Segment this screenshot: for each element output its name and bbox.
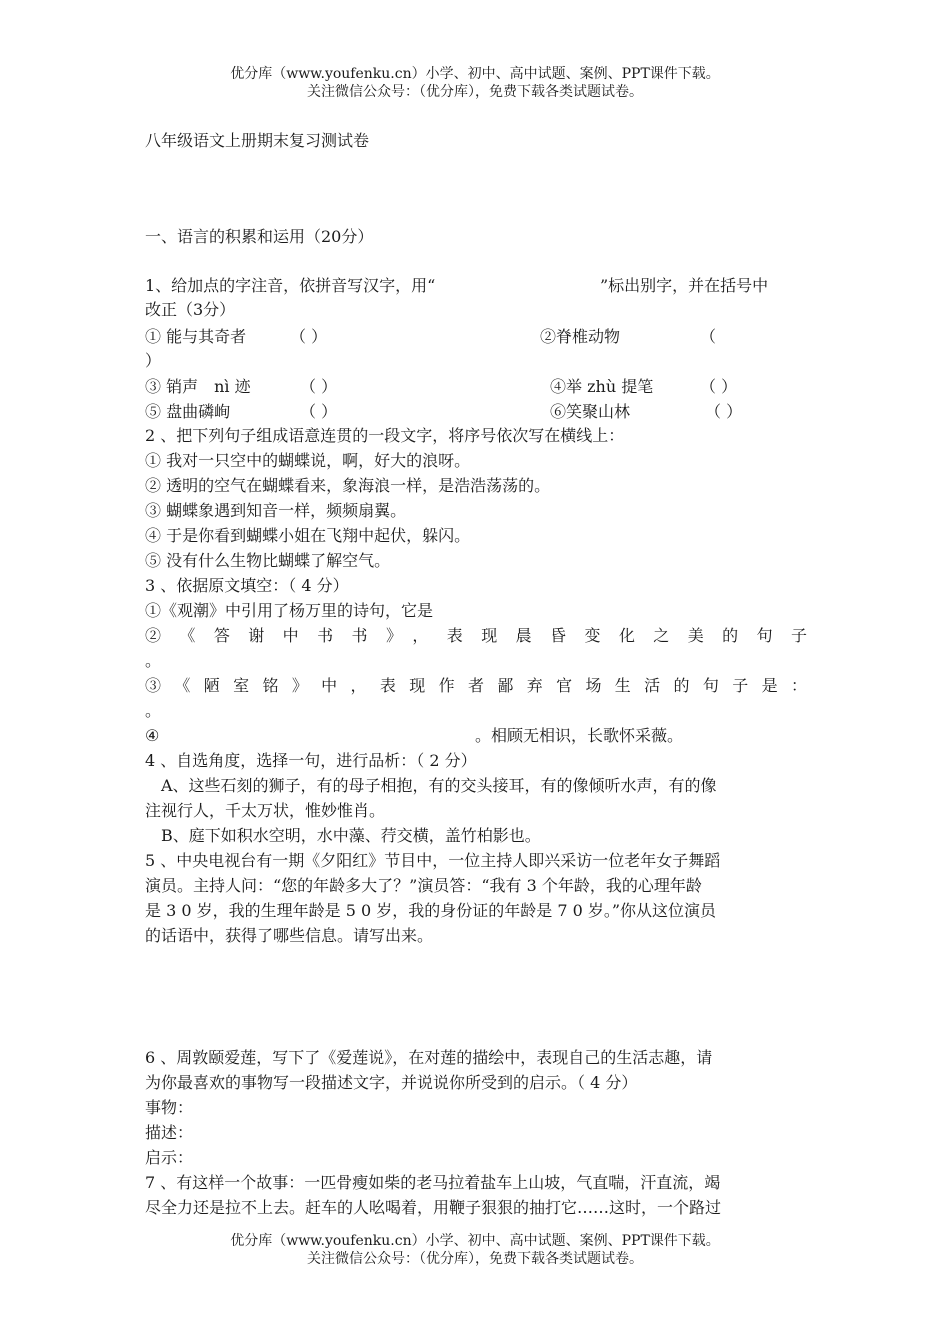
q5-line-1: 5 、中央电视台有一期《夕阳红》节目中，一位主持人即兴采访一位老年女子舞蹈 <box>145 851 721 870</box>
q1-item-1: ① 能与其奇者 <box>145 327 247 346</box>
footer-line-1: 优分库（www.youfenku.cn）小学、初中、高中试题、案例、PPT课件下载。 <box>230 1233 720 1249</box>
q1-item-4-answer: （ ） <box>700 377 738 396</box>
q3-fill-3-end: 。 <box>145 701 162 720</box>
q6-insight-label: 启示： <box>145 1148 194 1167</box>
header-line-2: 关注微信公众号：（优分库），免费下载各类试题试卷。 <box>307 84 643 100</box>
q5-line-2: 演员。主持人问：“您的年龄多大了？”演员答：“我有 3 个年龄，我的心理年龄 <box>145 876 702 895</box>
q5-line-3: 是 3 0 岁，我的生理年龄是 5 0 岁，我的身份证的年龄是 7 0 岁。”你从这位演员 <box>145 901 717 920</box>
q7-line-1: 7 、有这样一个故事：一匹骨瘦如柴的老马拉着盐车上山坡，气直喘，汗直流，竭 <box>145 1173 721 1192</box>
q1-item-4: ④举 zhù 提笔 <box>550 377 654 396</box>
q3-fill-3: ③《陋室铭》中，表现作者鄙弃官场生活的句子是： <box>145 676 807 695</box>
q1-prompt-start: 1、给加点的字注音，依拼音写汉字，用“ <box>145 276 436 295</box>
q1-item-6-answer: （ ） <box>705 402 743 421</box>
q1-item-2: ②脊椎动物 <box>540 327 621 346</box>
q3-fill-4-text: 。相顾无相识，长歌怀采薇。 <box>475 726 684 745</box>
footer-line-2: 关注微信公众号：（优分库），免费下载各类试题试卷。 <box>307 1251 643 1267</box>
q1-prompt-tail: ”标出别字，并在括号中 <box>600 276 769 295</box>
q4-prompt: 4 、自选角度，选择一句，进行品析：（ 2 分） <box>145 751 477 770</box>
q6-thing-label: 事物： <box>145 1098 194 1117</box>
q4-option-a-line-1: A、这些石刻的狮子，有的母子相抱，有的交头接耳，有的像倾听水声，有的像 <box>145 776 717 795</box>
q2-sentence-1: ① 我对一只空中的蝴蝶说，啊，好大的浪呀。 <box>145 451 471 470</box>
q2-sentence-5: ⑤ 没有什么生物比蝴蝶了解空气。 <box>145 551 391 570</box>
page-footer <box>0 1232 950 1268</box>
q2-prompt: 2 、把下列句子组成语意连贯的一段文字，将序号依次写在横线上： <box>145 426 625 445</box>
q3-fill-1: ①《观潮》中引用了杨万里的诗句，它是 <box>145 601 434 620</box>
q1-prompt-line-b: 改正（3分） <box>145 300 236 319</box>
q1-item-2-answer: （ <box>700 327 717 346</box>
q4-option-b: B、庭下如积水空明，水中藻、荇交横，盖竹柏影也。 <box>145 826 541 845</box>
q4-option-a-line-2: 注视行人，千太万状，惟妙惟肖。 <box>145 801 386 820</box>
q1-item-6: ⑥笑聚山林 <box>550 402 631 421</box>
q3-fill-4-number: ④ <box>145 726 160 745</box>
header-line-1: 优分库（www.youfenku.cn）小学、初中、高中试题、案例、PPT课件下载。 <box>230 66 720 82</box>
q3-fill-2: ②《答谢中书书》，表现晨昏变化之美的句子 <box>145 626 807 645</box>
q2-sentence-4: ④ 于是你看到蝴蝶小姐在飞翔中起伏，躲闪。 <box>145 526 471 545</box>
q3-fill-2-end: 。 <box>145 651 162 670</box>
q1-item-1-answer: （ ） <box>290 327 328 346</box>
q5-line-4: 的话语中，获得了哪些信息。请写出来。 <box>145 926 434 945</box>
q2-sentence-2: ② 透明的空气在蝴蝶看来，象海浪一样，是浩浩荡荡的。 <box>145 476 551 495</box>
q1-item-3: ③ 销声 nì 迹 <box>145 377 251 396</box>
q1-item-2-close: ） <box>145 351 162 370</box>
q1-prompt-line-a <box>145 274 435 298</box>
section-heading: 一、语言的积累和运用（20分） <box>145 227 374 246</box>
q7-line-2: 尽全力还是拉不上去。赶车的人吆喝着，用鞭子狠狠的抽打它……这时，一个路过 <box>145 1198 722 1217</box>
q1-item-5-answer: （ ） <box>300 402 338 421</box>
q3-prompt: 3 、依据原文填空：（ 4 分） <box>145 576 349 595</box>
q2-sentence-3: ③ 蝴蝶象遇到知音一样，频频扇翼。 <box>145 501 407 520</box>
document-title: 八年级语文上册期末复习测试卷 <box>145 131 370 150</box>
q6-description-label: 描述： <box>145 1123 194 1142</box>
q1-item-3-answer: （ ） <box>300 377 338 396</box>
page-header <box>0 65 950 101</box>
q1-item-5: ⑤ 盘曲磷峋 <box>145 402 231 421</box>
q6-line-2: 为你最喜欢的事物写一段描述文字，并说说你所受到的启示。（ 4 分） <box>145 1073 638 1092</box>
q6-line-1: 6 、周敦颐爱莲，写下了《爱莲说》，在对莲的描绘中，表现自己的生活志趣，请 <box>145 1048 713 1067</box>
